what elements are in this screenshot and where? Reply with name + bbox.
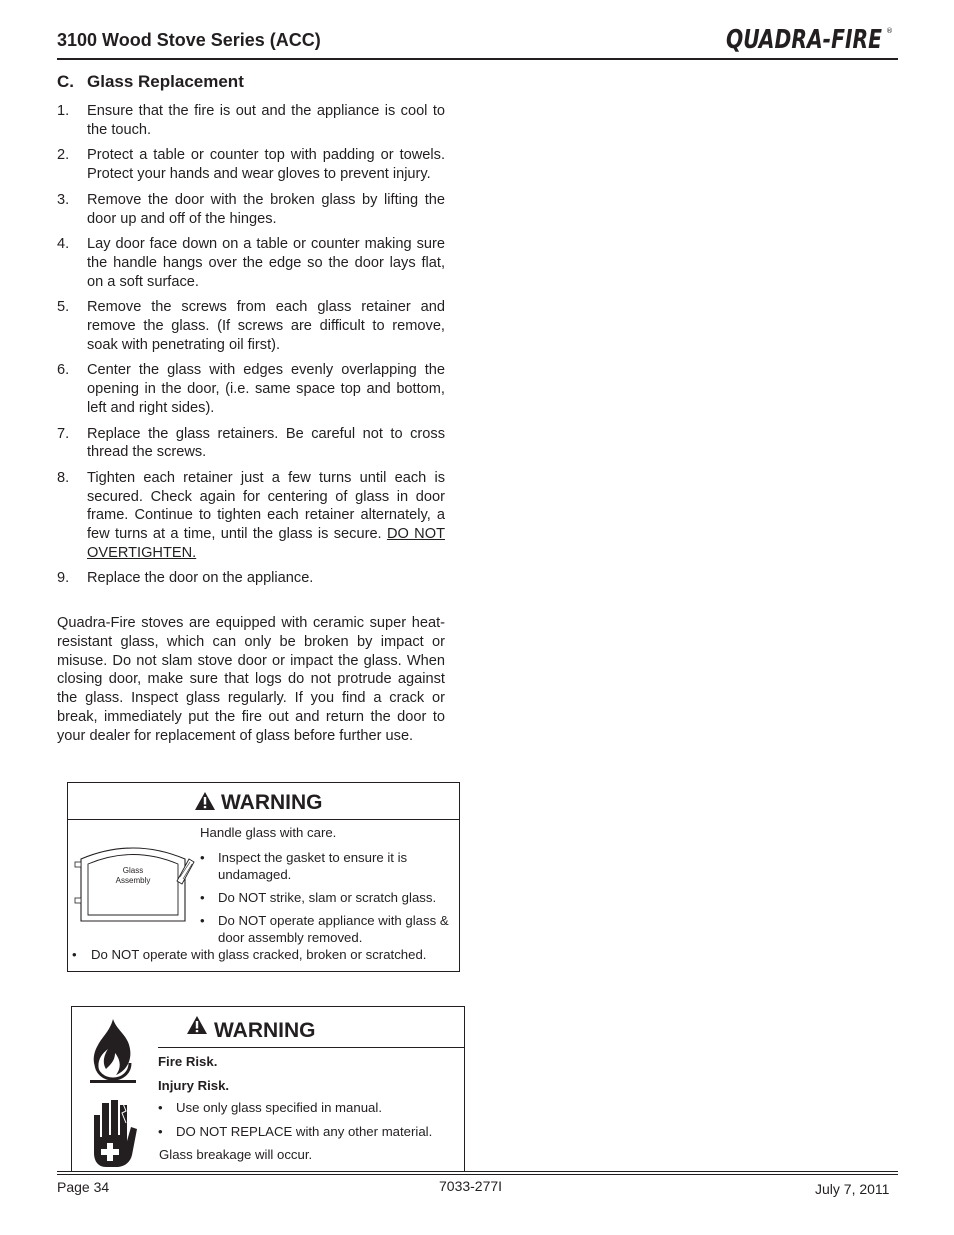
bullet-mark: • <box>158 1100 163 1115</box>
page-number: Page 34 <box>57 1179 110 1195</box>
step-item <box>57 298 445 354</box>
warning-box-glass-handling <box>67 782 460 972</box>
step-text: Ensure that the fire is out and the appliance is cool to the touch. <box>87 103 445 138</box>
warning-triangle-icon <box>194 791 216 811</box>
step-number: 4. <box>57 236 70 253</box>
warning-bullet-text: DO NOT REPLACE with any other material. <box>176 1124 433 1139</box>
warning-bullet <box>158 1123 458 1140</box>
bullet-mark: • <box>72 947 77 962</box>
header-rule <box>57 58 898 60</box>
warning-triangle-icon <box>186 1015 208 1035</box>
header-title: 3100 Wood Stove Series (ACC) <box>57 30 321 50</box>
step-item <box>57 102 445 139</box>
warning-bullet-text: Do NOT strike, slam or scratch glass. <box>218 890 437 905</box>
section-title: Glass Replacement <box>87 72 244 91</box>
warning-intro: Handle glass with care. <box>200 825 337 840</box>
warning-bullets <box>200 849 458 952</box>
step-item <box>57 191 445 228</box>
warning-bottom-bullet <box>72 947 426 962</box>
glass-assembly-diagram <box>71 837 201 937</box>
step-text: Protect a table or counter top with padding or towels. Protect your hands and wear gloves to prevent injury. <box>87 147 445 183</box>
step-item <box>57 469 445 563</box>
footer-rule <box>57 1171 898 1172</box>
step-number: 8. <box>57 469 70 486</box>
step-number: 2. <box>57 147 70 164</box>
document-number: 7033-277I <box>439 1178 503 1194</box>
glass-info-paragraph: Quadra-Fire stoves are equipped with ceramic super heat-resistant glass, which can only be broken by impact or misuse. Do not slam stove door or impact the glass. When closing door, make sure that logs do not protrude against the glass. Inspect glass regularly. If you find a crack or break, immediately put the fire out and return the door to your dealer for replacement of glass before further use. <box>57 615 445 744</box>
step-item <box>57 146 445 183</box>
fire-risk-label: Fire Risk. <box>158 1054 218 1069</box>
bullet-mark: • <box>200 890 205 905</box>
brand-logo-text: QUADRA-FIRE <box>726 25 883 52</box>
injury-risk-label: Injury Risk. <box>158 1078 230 1093</box>
fire-icon <box>86 1017 140 1085</box>
footer-rule-secondary <box>57 1174 898 1175</box>
diagram-label-assembly: Assembly <box>115 876 151 885</box>
warning-bullet <box>158 1099 458 1116</box>
step-text: Tighten each retainer just a few turns until each is secured. Check again for centering of glass in door frame. Continue to tighten each retainer alternately, a few turns at a time, until the glass is secure. <box>87 469 445 543</box>
warning-bullets <box>158 1099 458 1147</box>
step-text: Replace the door on the appliance. <box>87 570 314 587</box>
step-item <box>57 235 445 291</box>
step-item <box>57 361 445 417</box>
diagram-label-glass: Glass <box>122 866 144 875</box>
publication-date: July 7, 2011 <box>815 1181 890 1197</box>
warning-bullet <box>200 912 458 946</box>
warning-header <box>158 1007 464 1048</box>
overtighten-warning: DO NOT OVERTIGHTEN. <box>87 526 445 561</box>
step-number: 6. <box>57 362 70 379</box>
warning-box-fire-risk <box>71 1006 465 1172</box>
warning-bullet-text: Inspect the gasket to ensure it is undamaged. <box>218 850 408 882</box>
steps-list <box>57 102 445 595</box>
hand-injury-icon <box>86 1097 140 1169</box>
section-letter: C. <box>57 72 74 91</box>
step-text: Replace the glass retainers. Be careful not to cross thread the screws. <box>87 425 445 461</box>
warning-bullet <box>200 889 458 906</box>
step-item <box>57 425 445 462</box>
warning-bullet-text: Do NOT operate appliance with glass & door assembly removed. <box>218 913 449 945</box>
brand-logo <box>724 24 896 52</box>
step-text: Lay door face down on a table or counter making sure the handle hangs over the edge so the door lays flat, on a soft surface. <box>87 236 445 290</box>
step-text: Center the glass with edges evenly overlapping the opening in the door, (i.e. same space top and bottom, left and right sides). <box>87 362 445 416</box>
step-item <box>57 569 445 588</box>
glass-breakage-note: Glass breakage will occur. <box>159 1147 313 1162</box>
step-text: Remove the screws from each glass retainer and remove the glass. (If screws are difficult to remove, soak with penetrating oil first). <box>87 299 445 353</box>
step-text: Remove the door with the broken glass by lifting the door up and off of the hinges. <box>87 191 445 227</box>
step-number: 1. <box>57 103 70 119</box>
section-heading <box>57 72 244 92</box>
step-number: 3. <box>57 191 70 208</box>
bullet-mark: • <box>200 913 205 928</box>
warning-title: WARNING <box>221 791 323 814</box>
step-number: 7. <box>57 425 70 442</box>
trademark-symbol: ® <box>886 27 893 35</box>
warning-bullet-text: Use only glass specified in manual. <box>176 1100 382 1115</box>
warning-bullet <box>200 849 458 883</box>
warning-header <box>68 783 459 820</box>
step-number: 9. <box>57 570 70 587</box>
warning-title: WARNING <box>214 1019 316 1042</box>
bullet-mark: • <box>158 1124 163 1139</box>
warning-bottom-text: Do NOT operate with glass cracked, broken or scratched. <box>91 947 427 962</box>
step-number: 5. <box>57 299 70 316</box>
bullet-mark: • <box>200 850 205 865</box>
